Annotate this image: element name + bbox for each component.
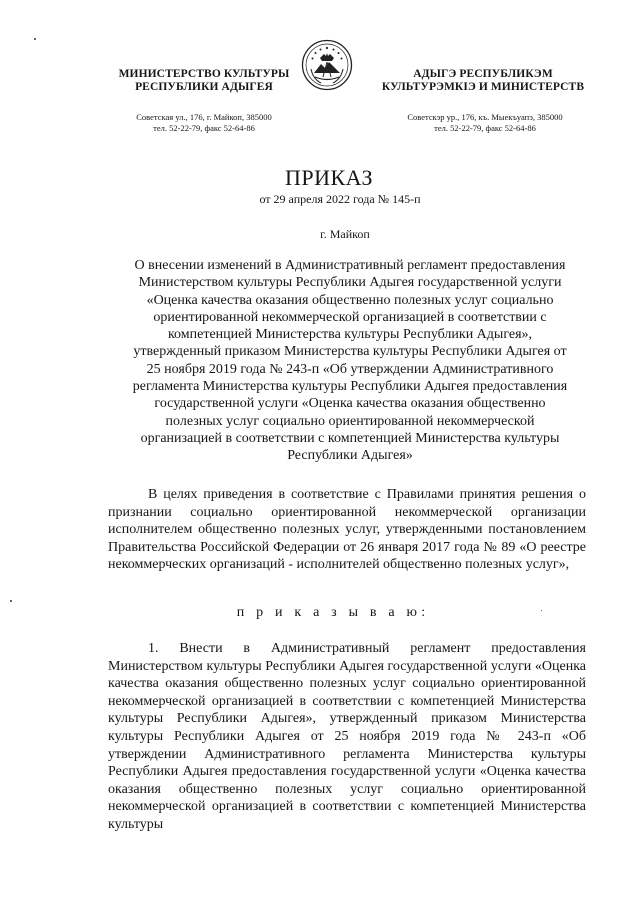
subject-line: регламента Министерства культуры Республики Адыгея предоставления — [132, 379, 568, 395]
decree-heading: п р и к а з ы в а ю: — [236, 605, 430, 620]
address-block-russian — [100, 112, 308, 134]
order-city: г. Майкоп — [320, 227, 370, 241]
subject-line: полезных услуг социально ориентированной некоммерческой — [165, 413, 535, 429]
document-title: ПРИКАЗ — [284, 165, 374, 190]
ministry-name-line: АДЫГЭ РЕСПУБЛИКЭМ — [413, 68, 553, 80]
ministry-name-line: РЕСПУБЛИКИ АДЫГЕЯ — [135, 81, 273, 93]
address-block-adyghe — [380, 112, 590, 134]
subject-line: компетенцией Министерства культуры Республики Адыгея», — [167, 327, 533, 343]
subject-line: организацией в соответствии с компетенцией Министерства культуры — [140, 430, 560, 446]
ministry-name-adyghe — [368, 68, 598, 94]
phone-line: тел. 52-22-79, факс 52-64-86 — [434, 123, 536, 133]
subject-line: утвержденный приказом Министерства культуры Республики Адыгея от — [133, 344, 567, 360]
order-item-1: 1. Внести в Административный регламент предоставления Министерством культуры Республики Адыгея государственной услуги «Оценка качества оказания общественно полезных услуг социально ориентированной некоммерческой организацией в соответствии с компетенцией Министерства культуры Республики Адыгея», утвержденный приказом Министерства культуры Республики Адыгея от 25 ноября 2019 года № 243-п «Об утверждении Административного регламента Министерства культуры Республики Адыгея предоставления государственной услуги «Оценка качества оказания общественно полезных услуг социально ориентированной некоммерческой организацией в соответствии с компетенцией Министерства культуры — [108, 641, 586, 832]
subject-line: О внесении изменений в Административный регламент предоставления — [134, 258, 566, 273]
address-line: Советская ул., 176, г. Майкоп, 385000 — [136, 112, 272, 122]
ministry-name-line: МИНИСТЕРСТВО КУЛЬТУРЫ — [118, 68, 290, 80]
subject-line: 25 ноября 2019 года № 243-п «Об утверждении Административного — [146, 361, 554, 377]
subject-line: Министерством культуры Республики Адыгея государственной услуги — [138, 275, 562, 291]
coat-of-arms-icon — [301, 39, 353, 91]
subject-line: государственной услуги «Оценка качества оказания общественно — [154, 396, 546, 412]
ministry-name-line: КУЛЬТУРЭМКІЭ И МИНИСТЕРСТВ — [381, 81, 585, 93]
address-line: Советскэр ур., 176, къ. Мыекъуапэ, 385000 — [407, 112, 563, 122]
subject-line: Республики Адыгея» — [287, 448, 413, 464]
subject-line: «Оценка качества оказания общественно полезных услуг социально — [146, 292, 554, 308]
preamble-paragraph: В целях приведения в соответствие с Правилами принятия решения о признании социально ориентированной некоммерческой организации исполнителем общественно полезных услуг, утвержденными постановлением Правительства Российской Федерации от 26 января 2017 года № 89 «О реестре некоммерческих организаций - исполнителей общественно полезных услуг», — [108, 487, 586, 573]
phone-line: тел. 52-22-79, факс 52-64-86 — [153, 123, 255, 133]
scan-speck — [34, 38, 36, 40]
ministry-name-russian — [100, 68, 308, 94]
order-date-number: от 29 апреля 2022 года № 145-п — [259, 192, 421, 206]
order-subject — [112, 257, 588, 465]
scan-speck — [10, 600, 12, 602]
subject-line: ориентированной некоммерческой организацией в соответствии с — [153, 309, 547, 325]
